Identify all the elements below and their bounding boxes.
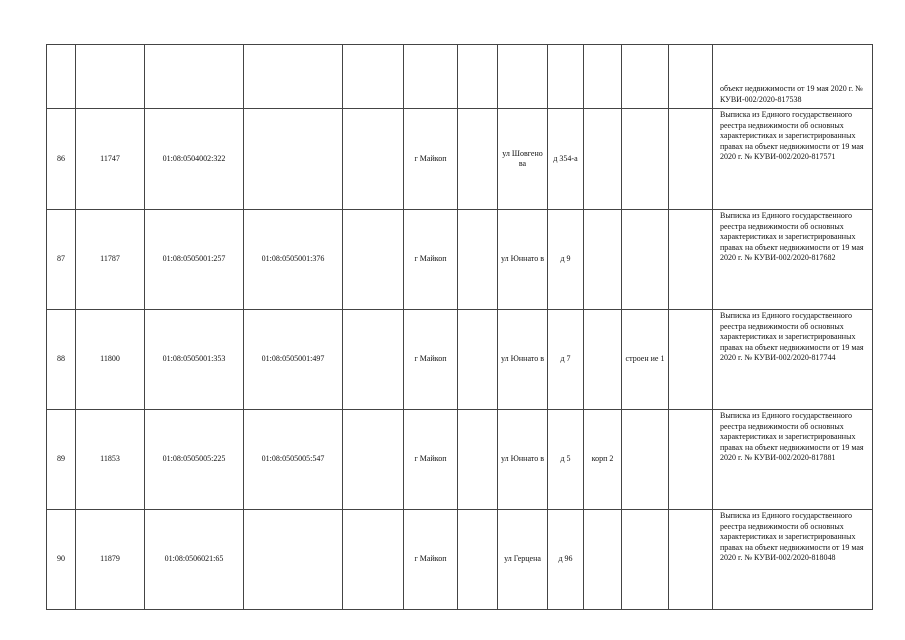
- empty-cell: [458, 410, 498, 510]
- structure-cell: [622, 210, 669, 310]
- empty-cell: [458, 109, 498, 210]
- object-id: 11853: [76, 410, 145, 510]
- table-row: [47, 510, 873, 610]
- cadastral-number: 01:08:0504002:322: [145, 109, 244, 210]
- city-cell: [404, 45, 458, 109]
- table-row: [47, 45, 873, 109]
- cadastral-number-2: 01:08:0505005:547: [244, 410, 343, 510]
- table-body: [47, 45, 873, 610]
- empty-cell: [669, 210, 713, 310]
- structure-cell: [622, 109, 669, 210]
- city-cell: г Майкоп: [404, 210, 458, 310]
- street-cell: ул Юннато в: [498, 210, 548, 310]
- row-number: 87: [47, 210, 76, 310]
- cadastral-number-2: [244, 45, 343, 109]
- building-block-cell: [584, 310, 622, 410]
- empty-cell: [343, 210, 404, 310]
- city-cell: г Майкоп: [404, 310, 458, 410]
- cadastral-number: 01:08:0505005:225: [145, 410, 244, 510]
- cadastral-number: 01:08:0505001:257: [145, 210, 244, 310]
- cadastral-number-2: 01:08:0505001:497: [244, 310, 343, 410]
- city-cell: г Майкоп: [404, 510, 458, 610]
- object-id: [76, 45, 145, 109]
- row-number: 89: [47, 410, 76, 510]
- street-cell: ул Герцена: [498, 510, 548, 610]
- empty-cell: [458, 510, 498, 610]
- row-number: 88: [47, 310, 76, 410]
- table-row: [47, 310, 873, 410]
- empty-cell: [669, 510, 713, 610]
- row-number: [47, 45, 76, 109]
- city-cell: г Майкоп: [404, 410, 458, 510]
- structure-cell: [622, 410, 669, 510]
- empty-cell: [343, 45, 404, 109]
- empty-cell: [343, 310, 404, 410]
- empty-cell: [458, 210, 498, 310]
- cadastral-number-2: [244, 109, 343, 210]
- cadastral-number: 01:08:0505001:353: [145, 310, 244, 410]
- document-description: Выписка из Единого государственного реестра недвижимости об основных характеристиках и зарегистрированных правах на объект недвижимости от 19 мая 2020 г. № КУВИ-002/2020-817682: [713, 210, 873, 310]
- table-row: [47, 210, 873, 310]
- house-cell: д 7: [548, 310, 584, 410]
- street-cell: ул Шовгено ва: [498, 109, 548, 210]
- building-block-cell: [584, 109, 622, 210]
- object-id: 11800: [76, 310, 145, 410]
- street-cell: ул Юннато в: [498, 310, 548, 410]
- house-cell: д 96: [548, 510, 584, 610]
- empty-cell: [669, 45, 713, 109]
- building-block-cell: [584, 510, 622, 610]
- document-description: Выписка из Единого государственного реестра недвижимости об основных характеристиках и зарегистрированных правах на объект недвижимости от 19 мая 2020 г. № КУВИ-002/2020-817571: [713, 109, 873, 210]
- table-row: [47, 109, 873, 210]
- cadastral-number-2: 01:08:0505001:376: [244, 210, 343, 310]
- street-cell: ул Юннато в: [498, 410, 548, 510]
- building-block-cell: [584, 45, 622, 109]
- object-id: 11747: [76, 109, 145, 210]
- empty-cell: [669, 109, 713, 210]
- building-block-cell: корп 2: [584, 410, 622, 510]
- structure-cell: строен ие 1: [622, 310, 669, 410]
- street-cell: [498, 45, 548, 109]
- row-number: 90: [47, 510, 76, 610]
- structure-cell: [622, 45, 669, 109]
- empty-cell: [343, 109, 404, 210]
- empty-cell: [343, 510, 404, 610]
- building-block-cell: [584, 210, 622, 310]
- city-cell: г Майкоп: [404, 109, 458, 210]
- house-cell: д 9: [548, 210, 584, 310]
- structure-cell: [622, 510, 669, 610]
- object-id: 11787: [76, 210, 145, 310]
- empty-cell: [669, 310, 713, 410]
- house-cell: д 5: [548, 410, 584, 510]
- empty-cell: [669, 410, 713, 510]
- document-description: Выписка из Единого государственного реестра недвижимости об основных характеристиках и зарегистрированных правах на объект недвижимости от 19 мая 2020 г. № КУВИ-002/2020-817744: [713, 310, 873, 410]
- row-number: 86: [47, 109, 76, 210]
- empty-cell: [458, 45, 498, 109]
- house-cell: [548, 45, 584, 109]
- object-id: 11879: [76, 510, 145, 610]
- table-row: [47, 410, 873, 510]
- registry-table: [46, 44, 873, 610]
- document-description: объект недвижимости от 19 мая 2020 г. № КУВИ-002/2020-817538: [713, 45, 873, 109]
- cadastral-number: [145, 45, 244, 109]
- cadastral-number-2: [244, 510, 343, 610]
- document-description: Выписка из Единого государственного реестра недвижимости об основных характеристиках и зарегистрированных правах на объект недвижимости от 19 мая 2020 г. № КУВИ-002/2020-818048: [713, 510, 873, 610]
- cadastral-number: 01:08:0506021:65: [145, 510, 244, 610]
- document-description: Выписка из Единого государственного реестра недвижимости об основных характеристиках и зарегистрированных правах на объект недвижимости от 19 мая 2020 г. № КУВИ-002/2020-817881: [713, 410, 873, 510]
- house-cell: д 354-а: [548, 109, 584, 210]
- empty-cell: [343, 410, 404, 510]
- empty-cell: [458, 310, 498, 410]
